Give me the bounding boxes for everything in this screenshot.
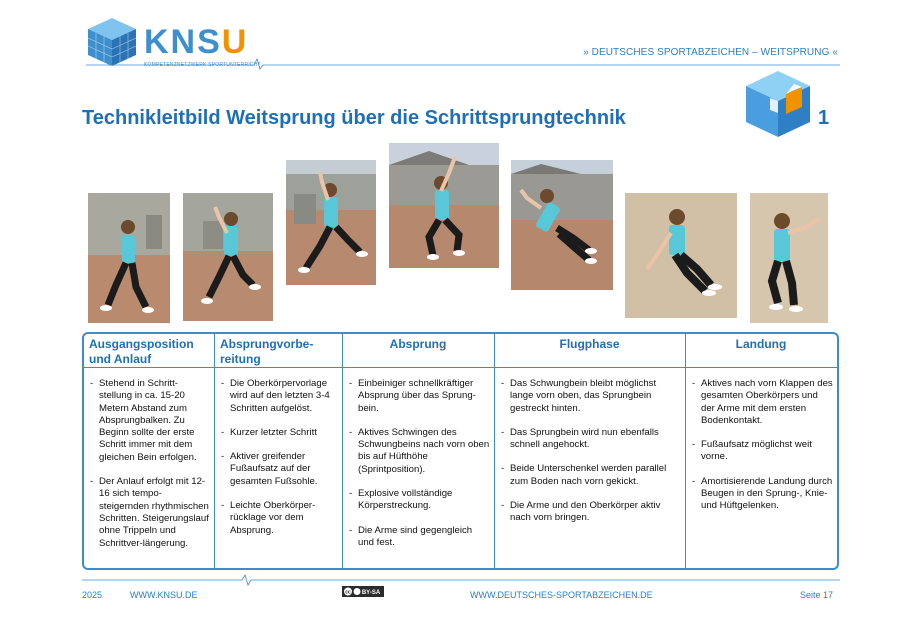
logo-subtitle: KOMPETENZNETZWERK SPORTUNTERRICHT — [144, 62, 261, 68]
footer-page-number: Seite 17 — [800, 590, 834, 600]
cc-license-icon — [342, 586, 384, 597]
footer-divider — [82, 573, 840, 587]
cube-graphic-icon — [742, 68, 814, 140]
photo-phase-6 — [625, 193, 737, 318]
photo-phase-4 — [389, 143, 499, 268]
column-header: Flugphase — [495, 334, 685, 368]
list-item: - Leichte Oberkörper-rücklage vor dem Absprung. — [221, 500, 316, 536]
list-item: - Kurzer letzter Schritt — [221, 426, 317, 438]
column-header: Absprung — [343, 334, 494, 368]
photo-phase-2 — [183, 193, 273, 321]
photo-phase-7 — [750, 193, 828, 323]
list-item: - Die Arme sind gegengleich und fest. — [349, 524, 473, 548]
logo-wordmark: KNSU — [144, 23, 249, 61]
list-item: - Das Sprungbein wird nun ebenfalls schnell angehockt. — [501, 426, 659, 451]
list-item: - Explosive vollständige Körperstreckung. — [349, 488, 453, 512]
list-item: - Der Anlauf erfolgt mit 12-16 sich tempo-steigernden rhythmischen Schritten. Steigerungslauf ohne Trippeln und Schrittver-längerung. — [90, 476, 209, 549]
list-item: - Die Arme und den Oberkörper aktiv nach vorn bringen. — [501, 500, 661, 524]
breadcrumb: » DEUTSCHES SPORTABZEICHEN – WEITSPRUNG « — [583, 47, 838, 58]
list-item: - Aktiver greifender Fußaufsatz auf der gesamten Fußsohle. — [221, 451, 318, 487]
list-item: - Einbeiniger schnellkräftiger Absprung über das Sprung-bein. — [349, 378, 476, 414]
header-divider — [86, 56, 840, 70]
list-item: - Amortisierende Landung durch Beugen in den Sprung-, Knie- und Hüftgelenken. — [692, 475, 833, 512]
list-item: - Aktives nach vorn Klappen des gesamten Oberkörpers und der Arme mit dem ersten Bodenkontakt. — [692, 378, 833, 426]
column-header: Landung — [686, 334, 837, 368]
column-landung — [686, 334, 837, 568]
list-item: - Das Schwungbein bleibt möglichst lange vorn oben, das Sprungbein gestreckt hinten. — [501, 378, 657, 414]
list-item: - Beide Unterschenkel werden parallel zum Boden nach vorn gekickt. — [501, 463, 667, 487]
footer-site-link[interactable]: WWW.KNSU.DE — [130, 590, 198, 600]
column-header: Absprungvorbe- reitung — [215, 334, 342, 368]
photo-phase-3 — [286, 160, 376, 285]
page-number: 1 — [818, 107, 830, 129]
footer-year: 2025 — [82, 590, 103, 600]
list-item: - Die Oberkörpervorlage wird auf den letzten 3-4 Schritten aufgelöst. — [221, 378, 330, 414]
list-item: - Stehend in Schritt-stellung in ca. 15-20 Metern Abstand zum Absprungbalken. Zu Beginn sollte der erste Schritt immer mit dem gleichen Bein erfolgen. — [90, 378, 197, 463]
column-header: Ausgangsposition und Anlauf — [84, 334, 214, 368]
column-ausgangsposition — [84, 334, 215, 568]
technique-table — [82, 332, 839, 570]
list-item: - Aktives Schwingen des Schwungbeins nach vorn oben bis auf Hüfthöhe (Sprintposition). — [349, 426, 490, 475]
page-title: Technikleitbild Weitsprung über die Schrittsprungtechnik — [82, 107, 626, 129]
column-absprungvorbereitung — [215, 334, 343, 568]
column-absprung — [343, 334, 495, 568]
column-flugphase — [495, 334, 686, 568]
photo-phase-1 — [88, 193, 170, 323]
photo-phase-5 — [511, 160, 613, 290]
list-item: - Fußaufsatz möglichst weit vorne. — [692, 439, 812, 463]
svg-text:BY-SA: BY-SA — [361, 590, 381, 596]
footer-url-link[interactable]: WWW.DEUTSCHES-SPORTABZEICHEN.DE — [470, 590, 653, 600]
svg-text:cc: cc — [345, 589, 351, 596]
